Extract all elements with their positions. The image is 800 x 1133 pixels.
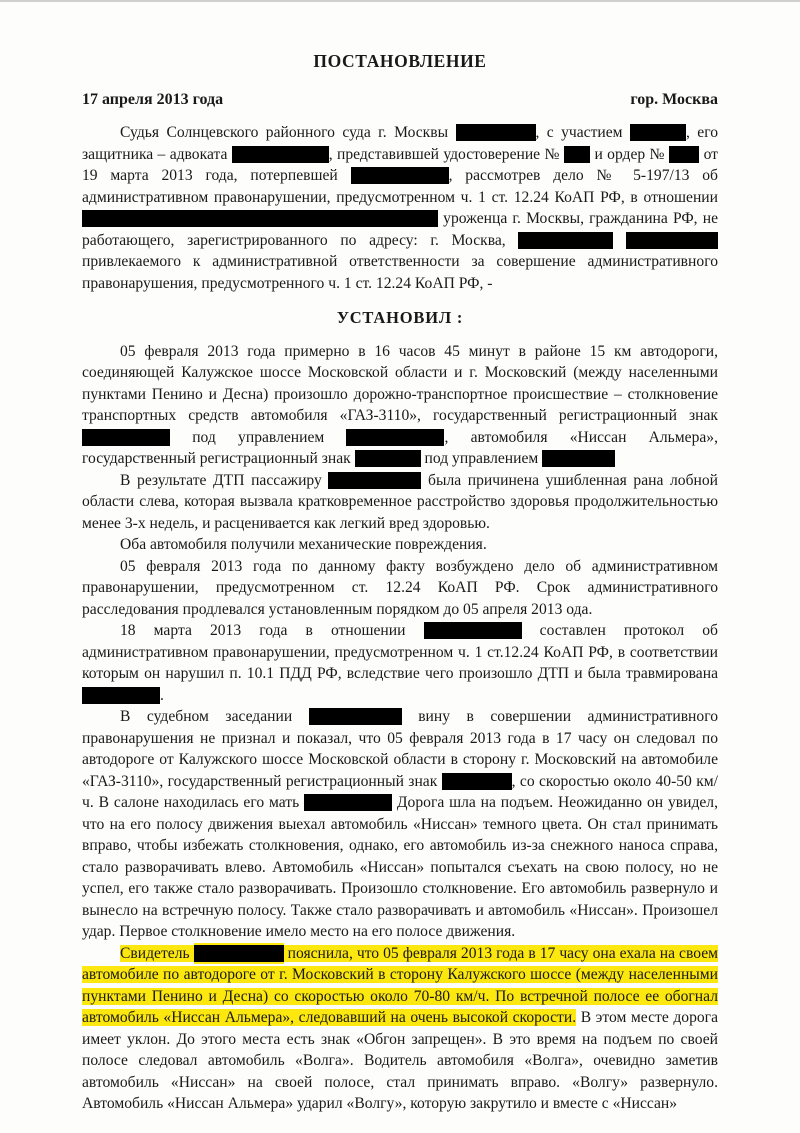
scan-edge [0, 0, 800, 2]
highlighted-text: пояснила, что 05 февраля 2013 года в 17 часу она ехала на своем автомобиле по автодороге от г. Московский в сторону Калужского шоссе (между населенными пунктами Пенино и Десна) со скоростью около 70-80 км/ч. По встречной полосе ее обогнал автомобиль «Ниссан Альмера», следовавший на очень высокой скорости. [82, 944, 718, 1026]
redaction-bar [424, 622, 522, 639]
redaction-bar [82, 210, 438, 227]
redaction-bar [304, 794, 392, 811]
text-run: Дорога шла на подъем. Неожиданно он увидел, что на его полосу движения выехал автомобиль «Ниссан» темного цвета. Он стал принимать вправо, чтобы избежать столкновения, однако, его автомобиль из-за снежного наноса справа, стало разворачивать влево. Автомобиль «Ниссан» попытался съехать на свою полосу, но не успел, его также стало разворачивать. Произошло столкновение. Его автомобиль развернуло и вынесло на встречную полосу. Также стало разворачивать и автомобиль «Ниссан». Произошел удар. Первое столкновение имело место на его полосе движения. [82, 794, 718, 940]
highlighted-text: Свидетель [120, 944, 194, 962]
document-date: 17 апреля 2013 года [82, 91, 224, 108]
redaction-bar [351, 167, 449, 184]
paragraph [82, 341, 718, 470]
paragraph [82, 556, 718, 621]
document-city: гор. Москва [630, 91, 718, 108]
highlighted-redaction [194, 945, 284, 962]
text-run: , его защитника – адвоката [82, 124, 718, 163]
text-run: 05 февраля 2013 года по данному факту возбуждено дело об административном правонарушении, предусмотренном ст. 12.24 КоАП РФ. Срок административного расследования продлевался установленным порядком до 05 апреля 2013 ода. [82, 557, 718, 618]
text-run: , представившей удостоверение № [328, 145, 565, 163]
text-run [613, 232, 626, 249]
redaction-bar [630, 124, 686, 141]
text-run: 18 марта 2013 года в отношении [120, 622, 424, 639]
redaction-bar [626, 232, 718, 249]
redaction-bar [355, 450, 421, 467]
redaction-bar [442, 773, 512, 790]
redaction-bar [232, 146, 329, 163]
section-heading: УСТАНОВИЛ : [336, 308, 464, 327]
redaction-bar [542, 450, 615, 467]
text-run: вину в совершении административного правонарушения не признал и показал, что 05 февраля 2013 года в 17 часу он следовал по автодороге от Калужского шоссе Московской области в сторону г. Московский на автомобиле «ГАЗ-3110», государственный регистрационный знак [82, 708, 718, 790]
text-run: под управлением [420, 450, 543, 467]
text-run: была причинена ушибленная рана лобной области слева, которая вызвала кратковременное расстройство здоровья продолжительностью менее 3-х недель, и расценивается как легкий вред здоровью. [82, 471, 719, 532]
text-run: привлекаемого к административной ответственности за совершение административного правонарушения, предусмотренного ч. 1 ст. 12.24 КоАП РФ, - [82, 253, 718, 292]
redaction-bar [564, 146, 590, 163]
text-run: от 19 марта 2013 года, потерпевшей [82, 145, 718, 184]
text-run: Оба автомобиля получили механические повреждения. [120, 536, 487, 553]
document-body [82, 122, 718, 1115]
text-run: 05 февраля 2013 года примерно в 16 часов 45 минут в районе 15 км автодороги, соединяющей Калужское шоссе Московской области и г. Московский (между населенными пунктами Пенино и Десна) произошло дорожно-транспортное происшествие – столкновение транспортных средств автомобиля «ГАЗ-3110», государственный регистрационный знак [82, 342, 718, 424]
document-title: ПОСТАНОВЛЕНИЕ [313, 51, 487, 71]
redaction-bar [309, 708, 402, 725]
text-run: , автомобиля «Ниссан Альмера», государственный регистрационный знак [82, 428, 718, 467]
text-run: составлен протокол об административном правонарушении, предусмотренном ч. 1 ст.12.24 КоАП РФ, в соответствии которым он нарушил п. 10.1 ПДД РФ, вследствие чего произошло ДТП и была травмирована [82, 622, 718, 682]
redaction-bar [194, 945, 284, 962]
text-run: . [160, 686, 164, 704]
text-run: В этом месте дорога имеет уклон. До этого места есть знак «Обгон запрещен». В это время на подъем по своей полосе следовал автомобиль «Волга». Водитель автомобиля «Волга», очевидно заметив автомобиль «Ниссан» на своей полосе, стал принимать вправо. «Волгу» развернуло. Автомобиль «Ниссан Альмера» ударил «Волгу», которую закрутило и вместе с «Ниссан» [82, 1009, 718, 1112]
redaction-bar [328, 472, 421, 489]
text-run: В судебном заседании [120, 708, 309, 725]
text-run: , с участием [535, 124, 630, 141]
redaction-bar [346, 429, 444, 446]
dateline [82, 89, 718, 111]
paragraph [82, 534, 718, 556]
text-run: В результате ДТП пассажиру [120, 471, 329, 489]
paragraph [82, 470, 718, 535]
text-run: , рассмотрев дело № 5-197/13 об административном правонарушении, предусмотренном ч. 1 ст. 12.24 КоАП РФ, в отношении [82, 167, 718, 206]
paragraph [82, 620, 718, 706]
document-content [82, 50, 718, 1115]
paragraph [82, 122, 718, 294]
text-run: и ордер № [590, 145, 670, 163]
redaction-bar [456, 124, 536, 141]
text-run: , со скоростью около 40-50 км/ч. В салоне находилась его мать [82, 772, 718, 811]
paragraph [82, 943, 718, 1115]
redaction-bar [82, 429, 170, 446]
text-run: под управлением [170, 428, 347, 446]
redaction-bar [518, 232, 613, 249]
text-run: уроженца г. Москвы, гражданина РФ, не работающего, зарегистрированного по адресу: г. Москва, [82, 210, 718, 249]
text-run: Судья Солнцевского районного суда г. Москвы [120, 124, 456, 141]
redaction-bar [82, 687, 160, 704]
redaction-bar [669, 146, 699, 163]
paragraph [82, 706, 718, 943]
